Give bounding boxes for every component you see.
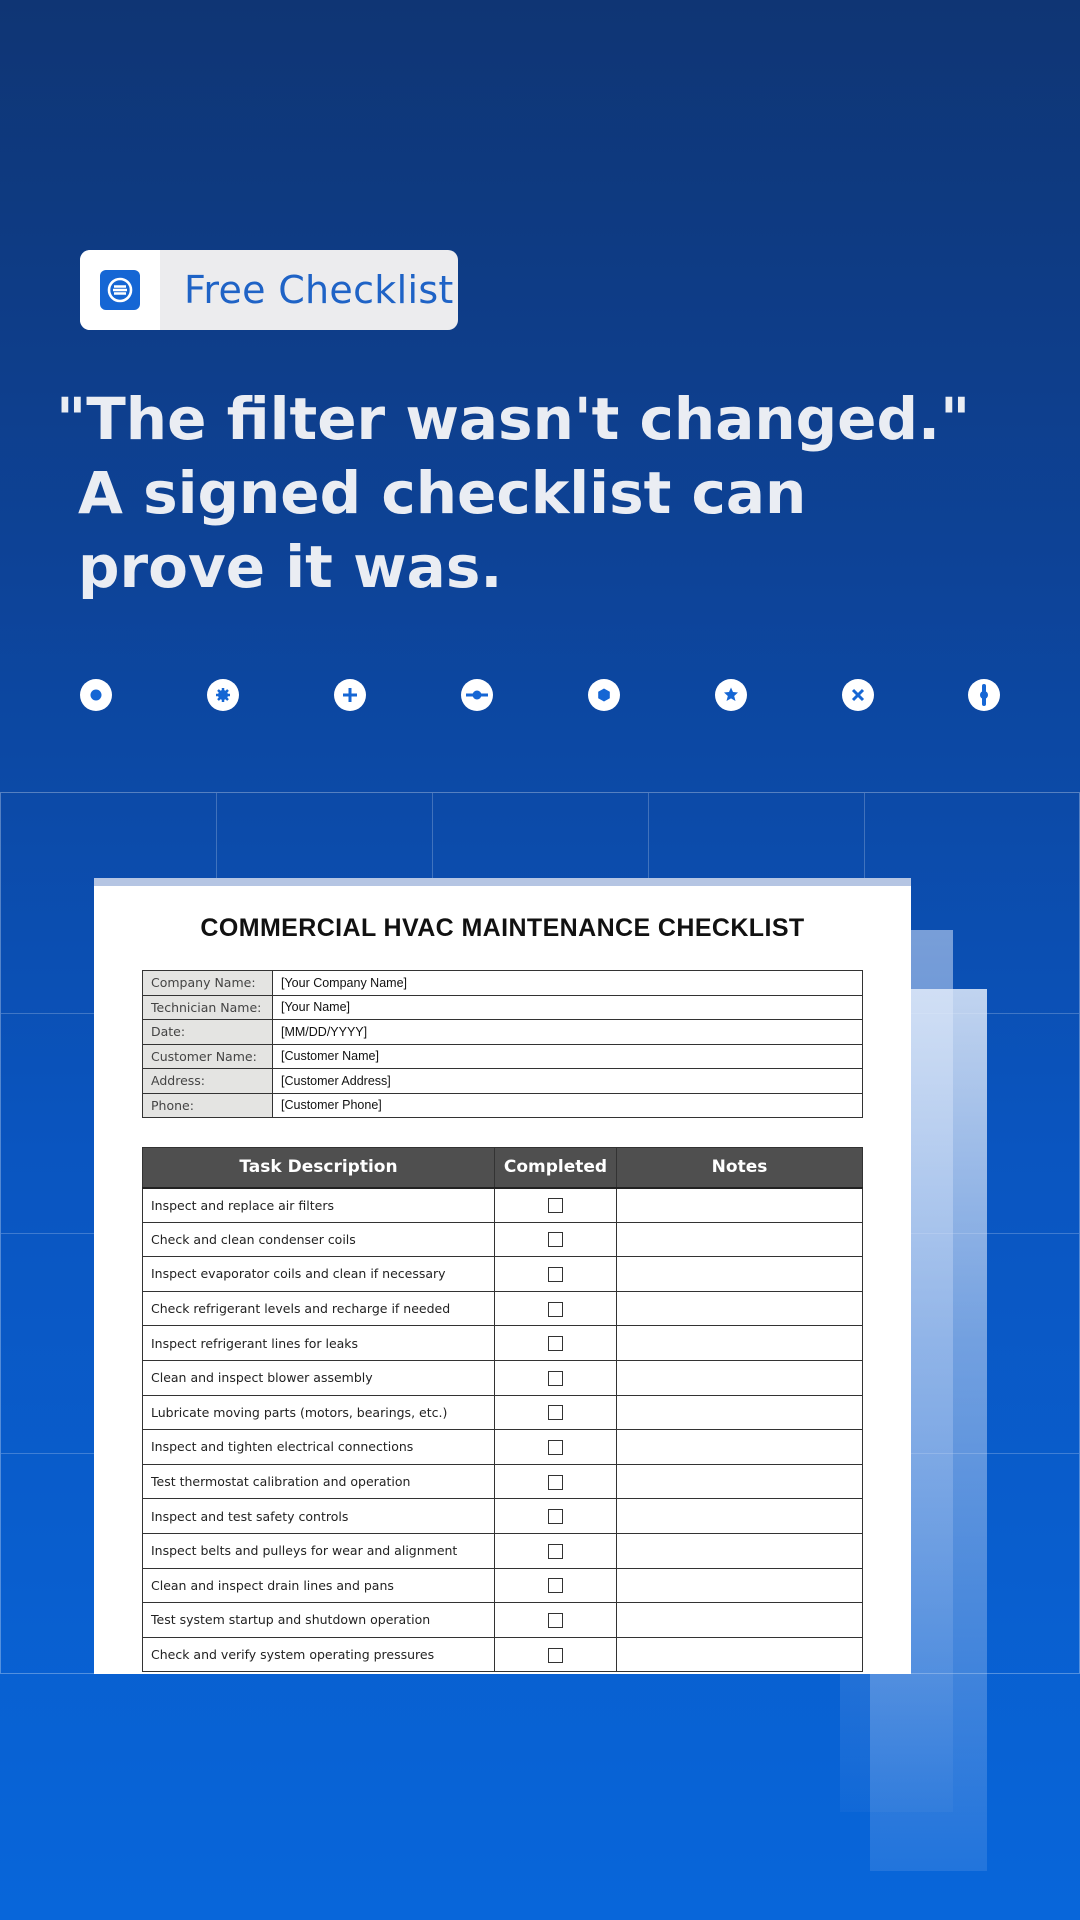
notes-cell[interactable] <box>617 1257 863 1292</box>
notes-cell[interactable] <box>617 1430 863 1465</box>
completed-checkbox[interactable] <box>548 1648 563 1663</box>
completed-cell <box>495 1360 617 1395</box>
table-row <box>143 1326 863 1361</box>
completed-cell <box>495 1603 617 1638</box>
task-description: Clean and inspect drain lines and pans <box>143 1568 495 1603</box>
table-row <box>143 1430 863 1465</box>
table-row <box>143 1222 863 1257</box>
completed-checkbox[interactable] <box>548 1405 563 1420</box>
completed-cell <box>495 1395 617 1430</box>
completed-cell <box>495 1326 617 1361</box>
star-icon <box>715 679 747 711</box>
info-value: [Customer Address] <box>273 1069 863 1094</box>
task-description: Inspect and tighten electrical connections <box>143 1430 495 1465</box>
task-table-header <box>143 1148 863 1188</box>
completed-cell <box>495 1464 617 1499</box>
headline-line-2: A signed checklist can <box>78 459 807 527</box>
notes-cell[interactable] <box>617 1222 863 1257</box>
info-row <box>143 1020 863 1045</box>
column-header-notes: Notes <box>617 1148 863 1188</box>
task-description: Inspect and replace air filters <box>143 1188 495 1223</box>
info-value: [MM/DD/YYYY] <box>273 1020 863 1045</box>
info-row <box>143 971 863 996</box>
info-label: Address: <box>143 1069 273 1094</box>
headline-line-3: prove it was. <box>78 533 503 601</box>
task-description: Test system startup and shutdown operation <box>143 1603 495 1638</box>
info-row <box>143 1044 863 1069</box>
task-description: Clean and inspect blower assembly <box>143 1360 495 1395</box>
table-row <box>143 1464 863 1499</box>
info-label: Phone: <box>143 1093 273 1118</box>
completed-cell <box>495 1568 617 1603</box>
close-icon <box>842 679 874 711</box>
notes-cell[interactable] <box>617 1603 863 1638</box>
completed-cell <box>495 1291 617 1326</box>
table-row <box>143 1360 863 1395</box>
completed-checkbox[interactable] <box>548 1302 563 1317</box>
free-checklist-badge[interactable] <box>80 250 458 330</box>
task-description: Check refrigerant levels and recharge if needed <box>143 1291 495 1326</box>
headline <box>56 382 1036 604</box>
checklist-icon <box>100 270 140 310</box>
task-description: Check and clean condenser coils <box>143 1222 495 1257</box>
table-row <box>143 1533 863 1568</box>
completed-cell <box>495 1188 617 1223</box>
completed-cell <box>495 1430 617 1465</box>
completed-cell <box>495 1637 617 1672</box>
notes-cell[interactable] <box>617 1464 863 1499</box>
table-row <box>143 1499 863 1534</box>
completed-checkbox[interactable] <box>548 1267 563 1282</box>
completed-checkbox[interactable] <box>548 1613 563 1628</box>
circle-icon <box>80 679 112 711</box>
notes-cell[interactable] <box>617 1326 863 1361</box>
notes-cell[interactable] <box>617 1360 863 1395</box>
task-description: Check and verify system operating pressures <box>143 1637 495 1672</box>
info-label: Date: <box>143 1020 273 1045</box>
notes-cell[interactable] <box>617 1499 863 1534</box>
badge-label: Free Checklist <box>184 268 454 312</box>
info-row <box>143 995 863 1020</box>
completed-checkbox[interactable] <box>548 1440 563 1455</box>
task-description: Inspect evaporator coils and clean if necessary <box>143 1257 495 1292</box>
notes-cell[interactable] <box>617 1533 863 1568</box>
task-table-body <box>143 1188 863 1672</box>
task-description: Lubricate moving parts (motors, bearings, etc.) <box>143 1395 495 1430</box>
completed-checkbox[interactable] <box>548 1371 563 1386</box>
feature-icons-row <box>80 679 1000 711</box>
completed-cell <box>495 1257 617 1292</box>
table-row <box>143 1637 863 1672</box>
completed-cell <box>495 1499 617 1534</box>
completed-checkbox[interactable] <box>548 1475 563 1490</box>
info-row <box>143 1093 863 1118</box>
completed-checkbox[interactable] <box>548 1509 563 1524</box>
notes-cell[interactable] <box>617 1395 863 1430</box>
info-label: Company Name: <box>143 971 273 996</box>
table-row <box>143 1257 863 1292</box>
gear-icon <box>207 679 239 711</box>
document-title: COMMERCIAL HVAC MAINTENANCE CHECKLIST <box>200 914 805 942</box>
completed-checkbox[interactable] <box>548 1544 563 1559</box>
completed-checkbox[interactable] <box>548 1578 563 1593</box>
info-value: [Your Company Name] <box>273 971 863 996</box>
table-row <box>143 1395 863 1430</box>
hexagon-icon <box>588 679 620 711</box>
notes-cell[interactable] <box>617 1637 863 1672</box>
info-value: [Customer Name] <box>273 1044 863 1069</box>
key-icon <box>461 679 493 711</box>
task-description: Inspect and test safety controls <box>143 1499 495 1534</box>
notes-cell[interactable] <box>617 1188 863 1223</box>
info-value: [Your Name] <box>273 995 863 1020</box>
table-row <box>143 1188 863 1223</box>
table-row <box>143 1603 863 1638</box>
column-header-task: Task Description <box>143 1148 495 1188</box>
completed-checkbox[interactable] <box>548 1336 563 1351</box>
badge-icon-box <box>80 250 160 330</box>
info-row <box>143 1069 863 1094</box>
task-description: Inspect refrigerant lines for leaks <box>143 1326 495 1361</box>
plus-icon <box>334 679 366 711</box>
table-row <box>143 1568 863 1603</box>
task-description: Inspect belts and pulleys for wear and alignment <box>143 1533 495 1568</box>
notes-cell[interactable] <box>617 1291 863 1326</box>
task-description: Test thermostat calibration and operation <box>143 1464 495 1499</box>
completed-cell <box>495 1222 617 1257</box>
tool-icon <box>968 679 1000 711</box>
info-value: [Customer Phone] <box>273 1093 863 1118</box>
task-table <box>142 1147 863 1672</box>
completed-checkbox[interactable] <box>548 1198 563 1213</box>
headline-line-1: "The filter wasn't changed." <box>56 385 971 453</box>
column-header-completed: Completed <box>495 1148 617 1188</box>
info-label: Customer Name: <box>143 1044 273 1069</box>
info-label: Technician Name: <box>143 995 273 1020</box>
info-table <box>142 970 863 1118</box>
checklist-document <box>94 878 911 1674</box>
completed-cell <box>495 1533 617 1568</box>
table-row <box>143 1291 863 1326</box>
notes-cell[interactable] <box>617 1568 863 1603</box>
completed-checkbox[interactable] <box>548 1232 563 1247</box>
document-top-strip <box>94 878 911 886</box>
